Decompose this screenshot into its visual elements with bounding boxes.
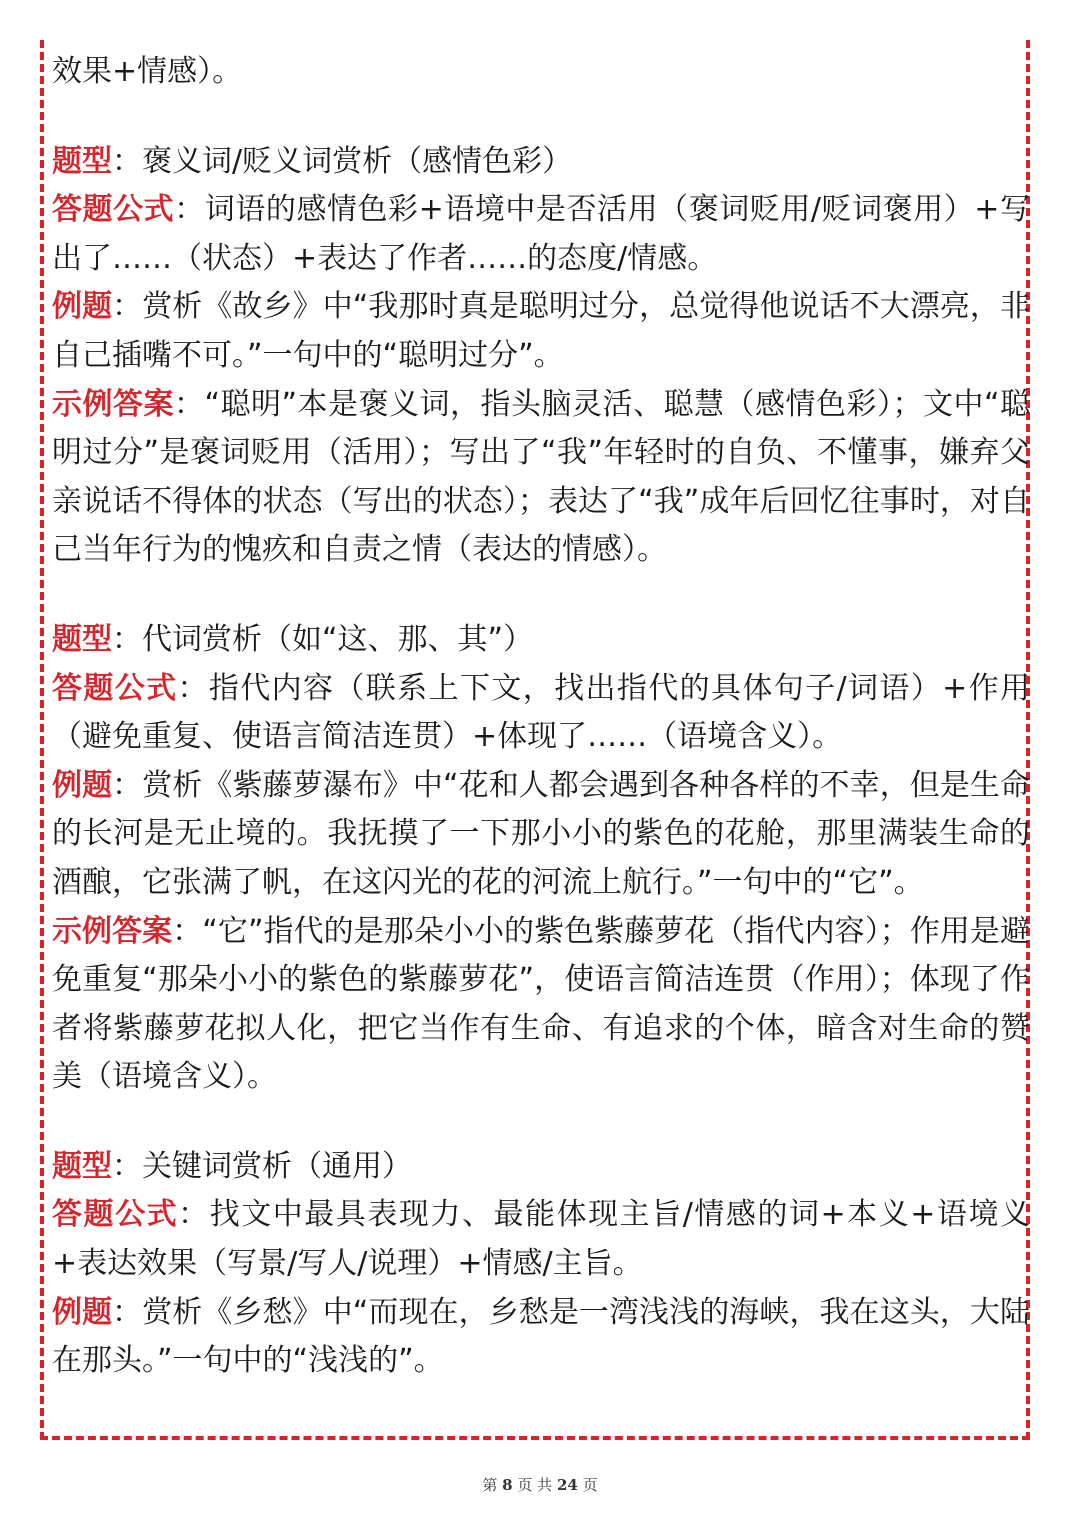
sample-answer-2 xyxy=(52,908,1030,1102)
example-text: ：赏析《故乡》中“我那时真是聪明过分，总觉得他说话不大漂亮，非自己插嘴不可。”一句中的“聪明过分”。 xyxy=(52,289,1030,373)
footer-middle: 页 共 xyxy=(517,1476,553,1494)
example-question-1 xyxy=(52,283,1030,380)
document-body xyxy=(52,48,1030,1386)
answer-formula-2 xyxy=(52,665,1030,762)
formula-text: ：找文中最具表现力、最能体现主旨/情感的词+本义+语境义+表达效果（写景/写人/说理）+情感/主旨。 xyxy=(52,1197,1031,1282)
formula-text: ：词语的感情色彩+语境中是否活用（褒词贬用/贬词褒用）+写出了……（状态）+表达了作者……的态度/情感。 xyxy=(52,192,1030,276)
example-label: 例题 xyxy=(52,1294,113,1330)
formula-label: 答题公式 xyxy=(52,192,175,228)
formula-label: 答题公式 xyxy=(52,670,178,706)
footer-prefix: 第 xyxy=(482,1476,498,1494)
example-question-2 xyxy=(52,762,1030,908)
total-page-count: 24 xyxy=(556,1476,578,1494)
answer-formula-3 xyxy=(52,1191,1030,1288)
formula-label: 答题公式 xyxy=(52,1197,179,1233)
answer-formula-1 xyxy=(52,186,1030,283)
type-text: ：代词赏析（如“这、那、其”） xyxy=(112,621,534,657)
type-text: ：关键词赏析（通用） xyxy=(112,1148,412,1184)
example-label: 例题 xyxy=(52,289,113,325)
example-text: ：赏析《乡愁》中“而现在，乡愁是一湾浅浅的海峡，我在这头，大陆在那头。”一句中的“浅浅的”。 xyxy=(52,1294,1030,1379)
example-question-3 xyxy=(52,1289,1030,1386)
sample-answer-1 xyxy=(52,381,1030,575)
type-label: 题型 xyxy=(52,621,112,657)
current-page-number: 8 xyxy=(502,1476,513,1494)
section-gap xyxy=(52,1102,1030,1143)
answer-text: ：“它”指代的是那朵小小的紫色紫藤萝花（指代内容）；作用是避免重复“那朵小小的紫色的紫藤萝花”，使语言简洁连贯（作用）；体现了作者将紫藤萝花拟人化，把它当作有生命、有追求的个体，暗含对生命的赞美（语境含义）。 xyxy=(52,913,1030,1095)
example-text: ：赏析《紫藤萝瀑布》中“花和人都会遇到各种各样的不幸，但是生命的长河是无止境的。我抚摸了一下那小小的紫色的花舱，那里满装生命的酒酿，它张满了帆，在这闪光的花的河流上航行。”一句中的“它”。 xyxy=(52,767,1030,900)
answer-text: ：“聪明”本是褒义词，指头脑灵活、聪慧（感情色彩）；文中“聪明过分”是褒词贬用（活用）；写出了“我”年轻时的自负、不懂事，嫌弃父亲说话不得体的状态（写出的状态）；表达了“我”成年后回忆往事时，对自己当年行为的愧疚和自责之情（表达的情感）。 xyxy=(52,386,1030,568)
footer-suffix: 页 xyxy=(582,1476,598,1494)
page-number-footer xyxy=(0,1474,1080,1495)
answer-label: 示例答案 xyxy=(52,913,173,949)
type-text: ：褒义词/贬义词赏析（感情色彩） xyxy=(112,143,573,179)
type-label: 题型 xyxy=(52,1148,112,1184)
question-type-3 xyxy=(52,1143,1030,1192)
section-gap xyxy=(52,97,1030,138)
answer-label: 示例答案 xyxy=(52,386,174,422)
type-label: 题型 xyxy=(52,143,112,179)
question-type-2 xyxy=(52,616,1030,665)
example-label: 例题 xyxy=(52,767,113,803)
section-gap xyxy=(52,575,1030,616)
question-type-1 xyxy=(52,138,1030,187)
intro-tail: 效果+情感）。 xyxy=(52,54,243,89)
formula-text: ：指代内容（联系上下文，找出指代的具体句子/词语）+作用（避免重复、使语言简洁连贯）+体现了……（语境含义）。 xyxy=(52,670,1031,755)
